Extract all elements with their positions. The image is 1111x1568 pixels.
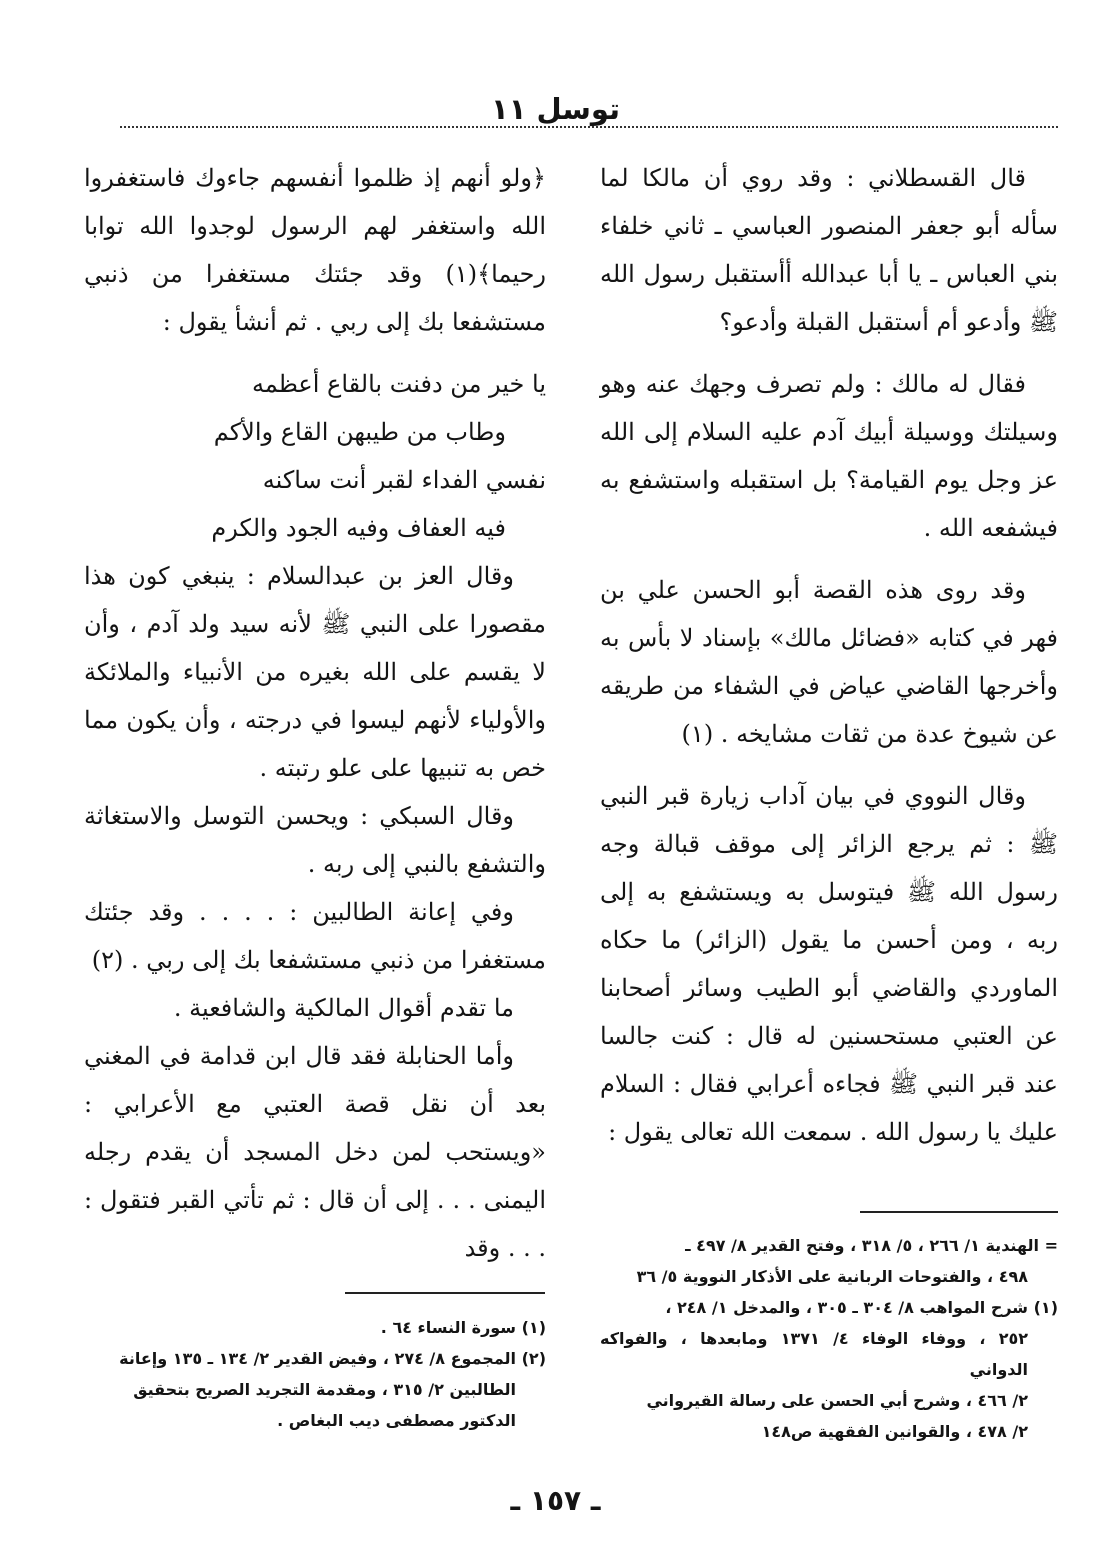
paragraph: وقال النووي في بيان آداب زيارة قبر النبي ﷺ : ثم يرجع الزائر إلى موقف قبالة وجه رسول الله ﷺ فيتوسل به ويستشفع به إلى ربه ، ومن أحسن ما يقول (الزائر) ما حكاه الماوردي والقاضي أبو الطيب وسائر أصحابنا عن العتبي مستحسنين له قال : كنت جالسا عند قبر النبي ﷺ فجاءه أعرابي فقال : السلام عليك يا رسول الله . سمعت الله تعالى يقول : [600, 782, 1058, 1146]
footnote-line: الطالبين ٢/ ٣١٥ ، ومقدمة التجريد الصريح بتحقيق [133, 1380, 516, 1399]
paragraph: وقال العز بن عبدالسلام : ينبغي كون هذا مقصورا على النبي ﷺ لأنه سيد ولد آدم ، وأن لا يقسم على الله بغيره من الأنبياء والملائكة والأولياء لأنهم ليسوا في درجته ، وأن يكون مما خص به تنبيها على علو رتبته . [84, 562, 546, 782]
poem-verse: نفسي الفداء لقبر أنت ساكنه [262, 466, 546, 494]
footnote-line: (٢) المجموع ٨/ ٢٧٤ ، وفيض القدير ٢/ ١٣٤ ـ ١٣٥ وإعانة [119, 1349, 546, 1368]
quran-quote-paragraph: ﴿ولو أنهم إذ ظلموا أنفسهم جاءوك فاستغفروا الله واستغفر لهم الرسول لوجدوا الله توابا رحيما﴾(١) وقد جئتك مستغفرا من ذنبي مستشفعا بك إلى ربي . ثم أنشأ يقول : [84, 164, 546, 336]
left-column [84, 154, 546, 1272]
footnote-line: الدكتور مصطفى ديب البغاص . [277, 1411, 516, 1430]
footnotes-right [600, 1230, 1058, 1447]
page-header-title: توسل ١١ [491, 92, 620, 126]
footnote-line: ٢/ ٤٧٨ ، والقوانين الفقهية ص١٤٨ [761, 1422, 1028, 1441]
paragraph: ما تقدم أقوال المالكية والشافعية . [173, 994, 514, 1022]
footnote-divider [345, 1292, 545, 1294]
paragraph: وأما الحنابلة فقد قال ابن قدامة في المغني بعد أن نقل قصة العتبي مع الأعرابي : «ويستحب لمن دخل المسجد أن يقدم رجله اليمنى . . . إلى أن قال : ثم تأتي القبر فتقول : . . . وقد [84, 1042, 546, 1262]
footnote-line: (١) شرح المواهب ٨/ ٣٠٤ ـ ٣٠٥ ، والمدخل ١/ ٢٤٨ ، [665, 1298, 1058, 1317]
header-dotted-divider [120, 126, 1058, 128]
paragraph: وفي إعانة الطالبين : . . . . وقد جئتك مستغفرا من ذنبي مستشفعا بك إلى ربي . (٢) [84, 898, 546, 974]
poem-verse: فيه العفاف وفيه الجود والكرم [211, 514, 506, 542]
footnote-line: ٤٩٨ ، والفتوحات الربانية على الأذكار النووية ٥/ ٣٦ [636, 1267, 1028, 1286]
page-number: ـ ١٥٧ ـ [510, 1484, 601, 1517]
footnote-line: (١) سورة النساء ٦٤ . [380, 1318, 546, 1337]
footnotes-left [84, 1312, 546, 1436]
footnote-line: ٢/ ٤٦٦ ، وشرح أبي الحسن على رسالة القيرواني [646, 1391, 1028, 1410]
footnote-line: ٢٥٢ ، ووفاء الوفاء ٤/ ١٣٧١ ومابعدها ، والفواكه الدواني [600, 1329, 1028, 1379]
paragraph: فقال له مالك : ولم تصرف وجهك عنه وهو وسيلتك ووسيلة أبيك آدم عليه السلام إلى الله عز وجل يوم القيامة؟ بل استقبله واستشفع به فيشفعه الله . [600, 370, 1058, 542]
paragraph: وقد روى هذه القصة أبو الحسن علي بن فهر في كتابه «فضائل مالك» بإسناد لا بأس به وأخرجها القاضي عياض في الشفاء من طريقه عن شيوخ عدة من ثقات مشايخه . (١) [600, 576, 1058, 748]
paragraph: قال القسطلاني : وقد روي أن مالكا لما سأله أبو جعفر المنصور العباسي ـ ثاني خلفاء بني العباس ـ يا أبا عبدالله أأستقبل رسول الله ﷺ وأدعو أم أستقبل القبلة وأدعو؟ [600, 164, 1058, 336]
poem-verse: يا خير من دفنت بالقاع أعظمه [251, 370, 546, 398]
poem-verse: وطاب من طيبهن القاع والأكم [213, 418, 506, 446]
footnote-divider [860, 1211, 1058, 1213]
paragraph: وقال السبكي : ويحسن التوسل والاستغاثة والتشفع بالنبي إلى ربه . [84, 802, 546, 878]
right-column [600, 154, 1058, 1156]
footnote-line: = الهندية ١/ ٢٦٦ ، ٥/ ٣١٨ ، وفتح القدير ٨/ ٤٩٧ ـ [685, 1236, 1058, 1255]
